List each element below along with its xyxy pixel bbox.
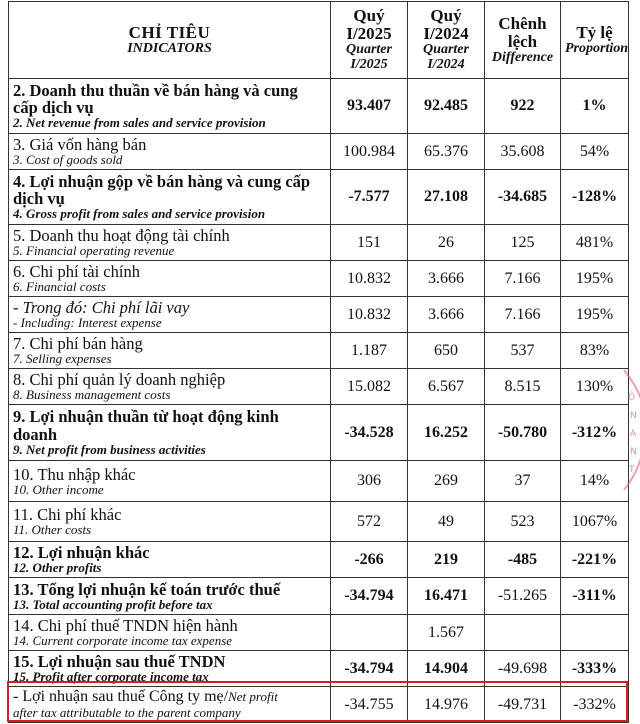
row-label-vn: 7. Chi phí bán hàng <box>13 334 143 354</box>
cell-q2024: 6.567 <box>408 369 485 405</box>
header-diff-vn2: lệch <box>507 31 538 51</box>
cell-q2025: -34.755 <box>331 687 408 723</box>
header-q2024 <box>408 2 485 79</box>
row-label <box>9 79 331 134</box>
cell-q2024: 16.252 <box>408 405 485 461</box>
table-row <box>9 461 629 502</box>
cell-proportion: -333% <box>561 651 629 687</box>
cell-q2024: 14.976 <box>408 687 485 723</box>
header-q2025-vn2: I/2025 <box>346 24 392 44</box>
cell-q2024: 269 <box>408 461 485 502</box>
row-label-vn-wrap <box>13 689 326 706</box>
cell-proportion: 130% <box>561 369 629 405</box>
row-label-en: after tax attributable to the parent company <box>13 705 241 721</box>
header-q2024-en2: I/2024 <box>427 56 465 72</box>
row-label-en: - Including: Interest expense <box>13 315 162 331</box>
cell-q2025: 151 <box>331 225 408 261</box>
cell-q2024: 16.471 <box>408 578 485 615</box>
cell-q2024: 219 <box>408 542 485 578</box>
row-label-vn: - Lợi nhuận sau thuế Công ty mẹ/ <box>13 688 229 706</box>
cell-difference: 37 <box>485 461 561 502</box>
cell-q2024: 650 <box>408 333 485 369</box>
cell-difference: -49.698 <box>485 651 561 687</box>
row-label-en: 10. Other income <box>13 481 104 497</box>
cell-difference: 7.166 <box>485 261 561 297</box>
row-label-vn: 2. Doanh thu thuần về bán hàng và cung cấp dịch vụ <box>13 80 298 118</box>
header-prop-vn: Tỷ lệ <box>576 22 613 42</box>
row-label-vn: 10. Thu nhập khác <box>13 464 136 484</box>
cell-proportion: -312% <box>561 405 629 461</box>
row-label-en: 15. Profit after corporate income tax <box>13 669 209 685</box>
cell-q2025: 572 <box>331 502 408 542</box>
cell-q2024: 49 <box>408 502 485 542</box>
svg-text:N: N <box>630 411 637 421</box>
row-label <box>9 134 331 170</box>
row-label-vn: 6. Chi phí tài chính <box>13 262 140 282</box>
table-row <box>9 134 629 170</box>
cell-difference: 523 <box>485 502 561 542</box>
row-label-en: 13. Total accounting profit before tax <box>13 596 213 612</box>
row-label-en: 3. Cost of goods sold <box>13 152 123 168</box>
header-row <box>9 2 629 79</box>
cell-proportion: 1% <box>561 79 629 134</box>
row-label-vn: 8. Chi phí quản lý doanh nghiệp <box>13 370 226 390</box>
cell-proportion: -332% <box>561 687 629 723</box>
row-label <box>9 502 331 542</box>
table-row <box>9 405 629 461</box>
cell-proportion <box>561 615 629 651</box>
cell-q2025: -34.794 <box>331 578 408 615</box>
row-label-en: 11. Other costs <box>13 522 92 538</box>
cell-proportion: 195% <box>561 297 629 333</box>
cell-proportion: 481% <box>561 225 629 261</box>
row-label <box>9 333 331 369</box>
cell-proportion: 54% <box>561 134 629 170</box>
financial-indicators-table <box>8 1 629 723</box>
row-label <box>9 687 331 723</box>
row-label-vn: 5. Doanh thu hoạt động tài chính <box>13 226 230 246</box>
header-diff-en: Difference <box>491 49 554 65</box>
cell-q2025: 10.832 <box>331 261 408 297</box>
cell-q2025: -266 <box>331 542 408 578</box>
cell-proportion: -311% <box>561 578 629 615</box>
cell-difference: -51.265 <box>485 578 561 615</box>
cell-difference: 922 <box>485 79 561 134</box>
cell-q2025: -7.577 <box>331 170 408 225</box>
cell-difference: -50.780 <box>485 405 561 461</box>
cell-difference: -485 <box>485 542 561 578</box>
svg-text:T: T <box>629 465 635 475</box>
header-indicators-en: INDICATORS <box>127 40 212 56</box>
row-label-en: 7. Selling expenses <box>13 351 112 367</box>
row-label-en-inline: Net profit <box>228 689 278 705</box>
header-prop-en: Proportion <box>565 40 629 56</box>
cell-difference: 8.515 <box>485 369 561 405</box>
cell-q2024: 26 <box>408 225 485 261</box>
cell-q2024: 1.567 <box>408 615 485 651</box>
row-label <box>9 405 331 461</box>
row-label-vn: - Trong đó: Chi phí lãi vay <box>13 298 190 318</box>
cell-difference: 537 <box>485 333 561 369</box>
cell-q2024: 3.666 <box>408 261 485 297</box>
cell-q2024: 27.108 <box>408 170 485 225</box>
cell-q2025: 100.984 <box>331 134 408 170</box>
header-q2025 <box>331 2 408 79</box>
cell-proportion: 195% <box>561 261 629 297</box>
cell-proportion: 1067% <box>561 502 629 542</box>
row-label <box>9 578 331 615</box>
cell-q2025: 1.187 <box>331 333 408 369</box>
row-label-vn: 12. Lợi nhuận khác <box>13 543 150 563</box>
svg-text:A: A <box>630 429 637 439</box>
svg-text:Ô: Ô <box>628 393 636 403</box>
row-label <box>9 225 331 261</box>
row-label <box>9 542 331 578</box>
cell-difference <box>485 615 561 651</box>
header-proportion <box>561 2 629 79</box>
table-row <box>9 297 629 333</box>
cell-proportion: -221% <box>561 542 629 578</box>
table-row <box>9 225 629 261</box>
header-q2024-vn2: I/2024 <box>423 24 469 44</box>
row-label-vn: 13. Tổng lợi nhuận kế toán trước thuế <box>13 579 281 599</box>
cell-difference: -34.685 <box>485 170 561 225</box>
row-label-en: 12. Other profits <box>13 560 102 576</box>
table-row <box>9 261 629 297</box>
table-row <box>9 615 629 651</box>
cell-difference: 35.608 <box>485 134 561 170</box>
row-label-vn: 9. Lợi nhuận thuần từ hoạt động kinh doanh <box>13 407 279 444</box>
row-label-en: 14. Current corporate income tax expense <box>13 633 233 649</box>
cell-difference: -49.731 <box>485 687 561 723</box>
row-label-en: 2. Net revenue from sales and service provision <box>13 115 266 131</box>
row-label <box>9 261 331 297</box>
cell-proportion: 83% <box>561 333 629 369</box>
header-q2024-vn1: Quý <box>430 6 462 26</box>
row-label <box>9 461 331 502</box>
row-label <box>9 615 331 651</box>
row-label-en: 8. Business management costs <box>13 387 171 403</box>
row-label <box>9 170 331 225</box>
header-q2024-en1: Quarter <box>423 42 469 58</box>
table-row-highlighted <box>9 651 629 687</box>
header-q2025-vn1: Quý <box>353 6 385 26</box>
cell-proportion: 14% <box>561 461 629 502</box>
cell-q2024: 3.666 <box>408 297 485 333</box>
header-q2025-en2: I/2025 <box>350 56 388 72</box>
header-indicators-vn: CHỈ TIÊU <box>128 22 211 42</box>
row-label-en: 9. Net profit from business activities <box>13 441 206 457</box>
table-row <box>9 79 629 134</box>
cell-difference: 125 <box>485 225 561 261</box>
cell-q2025: -34.794 <box>331 651 408 687</box>
cell-q2025: 93.407 <box>331 79 408 134</box>
cell-q2025: 306 <box>331 461 408 502</box>
table-row <box>9 502 629 542</box>
header-diff-vn1: Chênh <box>498 13 547 33</box>
table-row <box>9 170 629 225</box>
cell-difference: 7.166 <box>485 297 561 333</box>
row-label-en: 6. Financial costs <box>13 279 106 295</box>
header-indicators <box>9 2 331 79</box>
cell-q2024: 14.904 <box>408 651 485 687</box>
row-label-en: 5. Financial operating revenue <box>13 243 175 259</box>
cell-q2024: 65.376 <box>408 134 485 170</box>
svg-text:N: N <box>630 447 637 457</box>
cell-q2025: 15.082 <box>331 369 408 405</box>
cell-q2024: 92.485 <box>408 79 485 134</box>
row-label-vn: 4. Lợi nhuận gộp về bán hàng và cung cấp dịch vụ <box>13 171 311 209</box>
table-row <box>9 578 629 615</box>
cell-q2025: -34.528 <box>331 405 408 461</box>
cell-q2025 <box>331 615 408 651</box>
row-label-vn: 15. Lợi nhuận sau thuế TNDN <box>13 652 226 672</box>
row-label-vn: 11. Chi phí khác <box>13 505 122 525</box>
header-q2025-en1: Quarter <box>346 42 392 58</box>
table-row <box>9 333 629 369</box>
cell-proportion: -128% <box>561 170 629 225</box>
header-difference <box>485 2 561 79</box>
row-label-en: 4. Gross profit from sales and service provision <box>13 206 266 222</box>
row-label <box>9 369 331 405</box>
row-label-vn: 3. Giá vốn hàng bán <box>13 135 147 155</box>
table-row-highlighted <box>9 687 629 723</box>
row-label-vn: 14. Chi phí thuế TNDN hiện hành <box>13 616 238 636</box>
table-row <box>9 369 629 405</box>
row-label <box>9 651 331 687</box>
row-label <box>9 297 331 333</box>
cell-q2025: 10.832 <box>331 297 408 333</box>
table-row <box>9 542 629 578</box>
